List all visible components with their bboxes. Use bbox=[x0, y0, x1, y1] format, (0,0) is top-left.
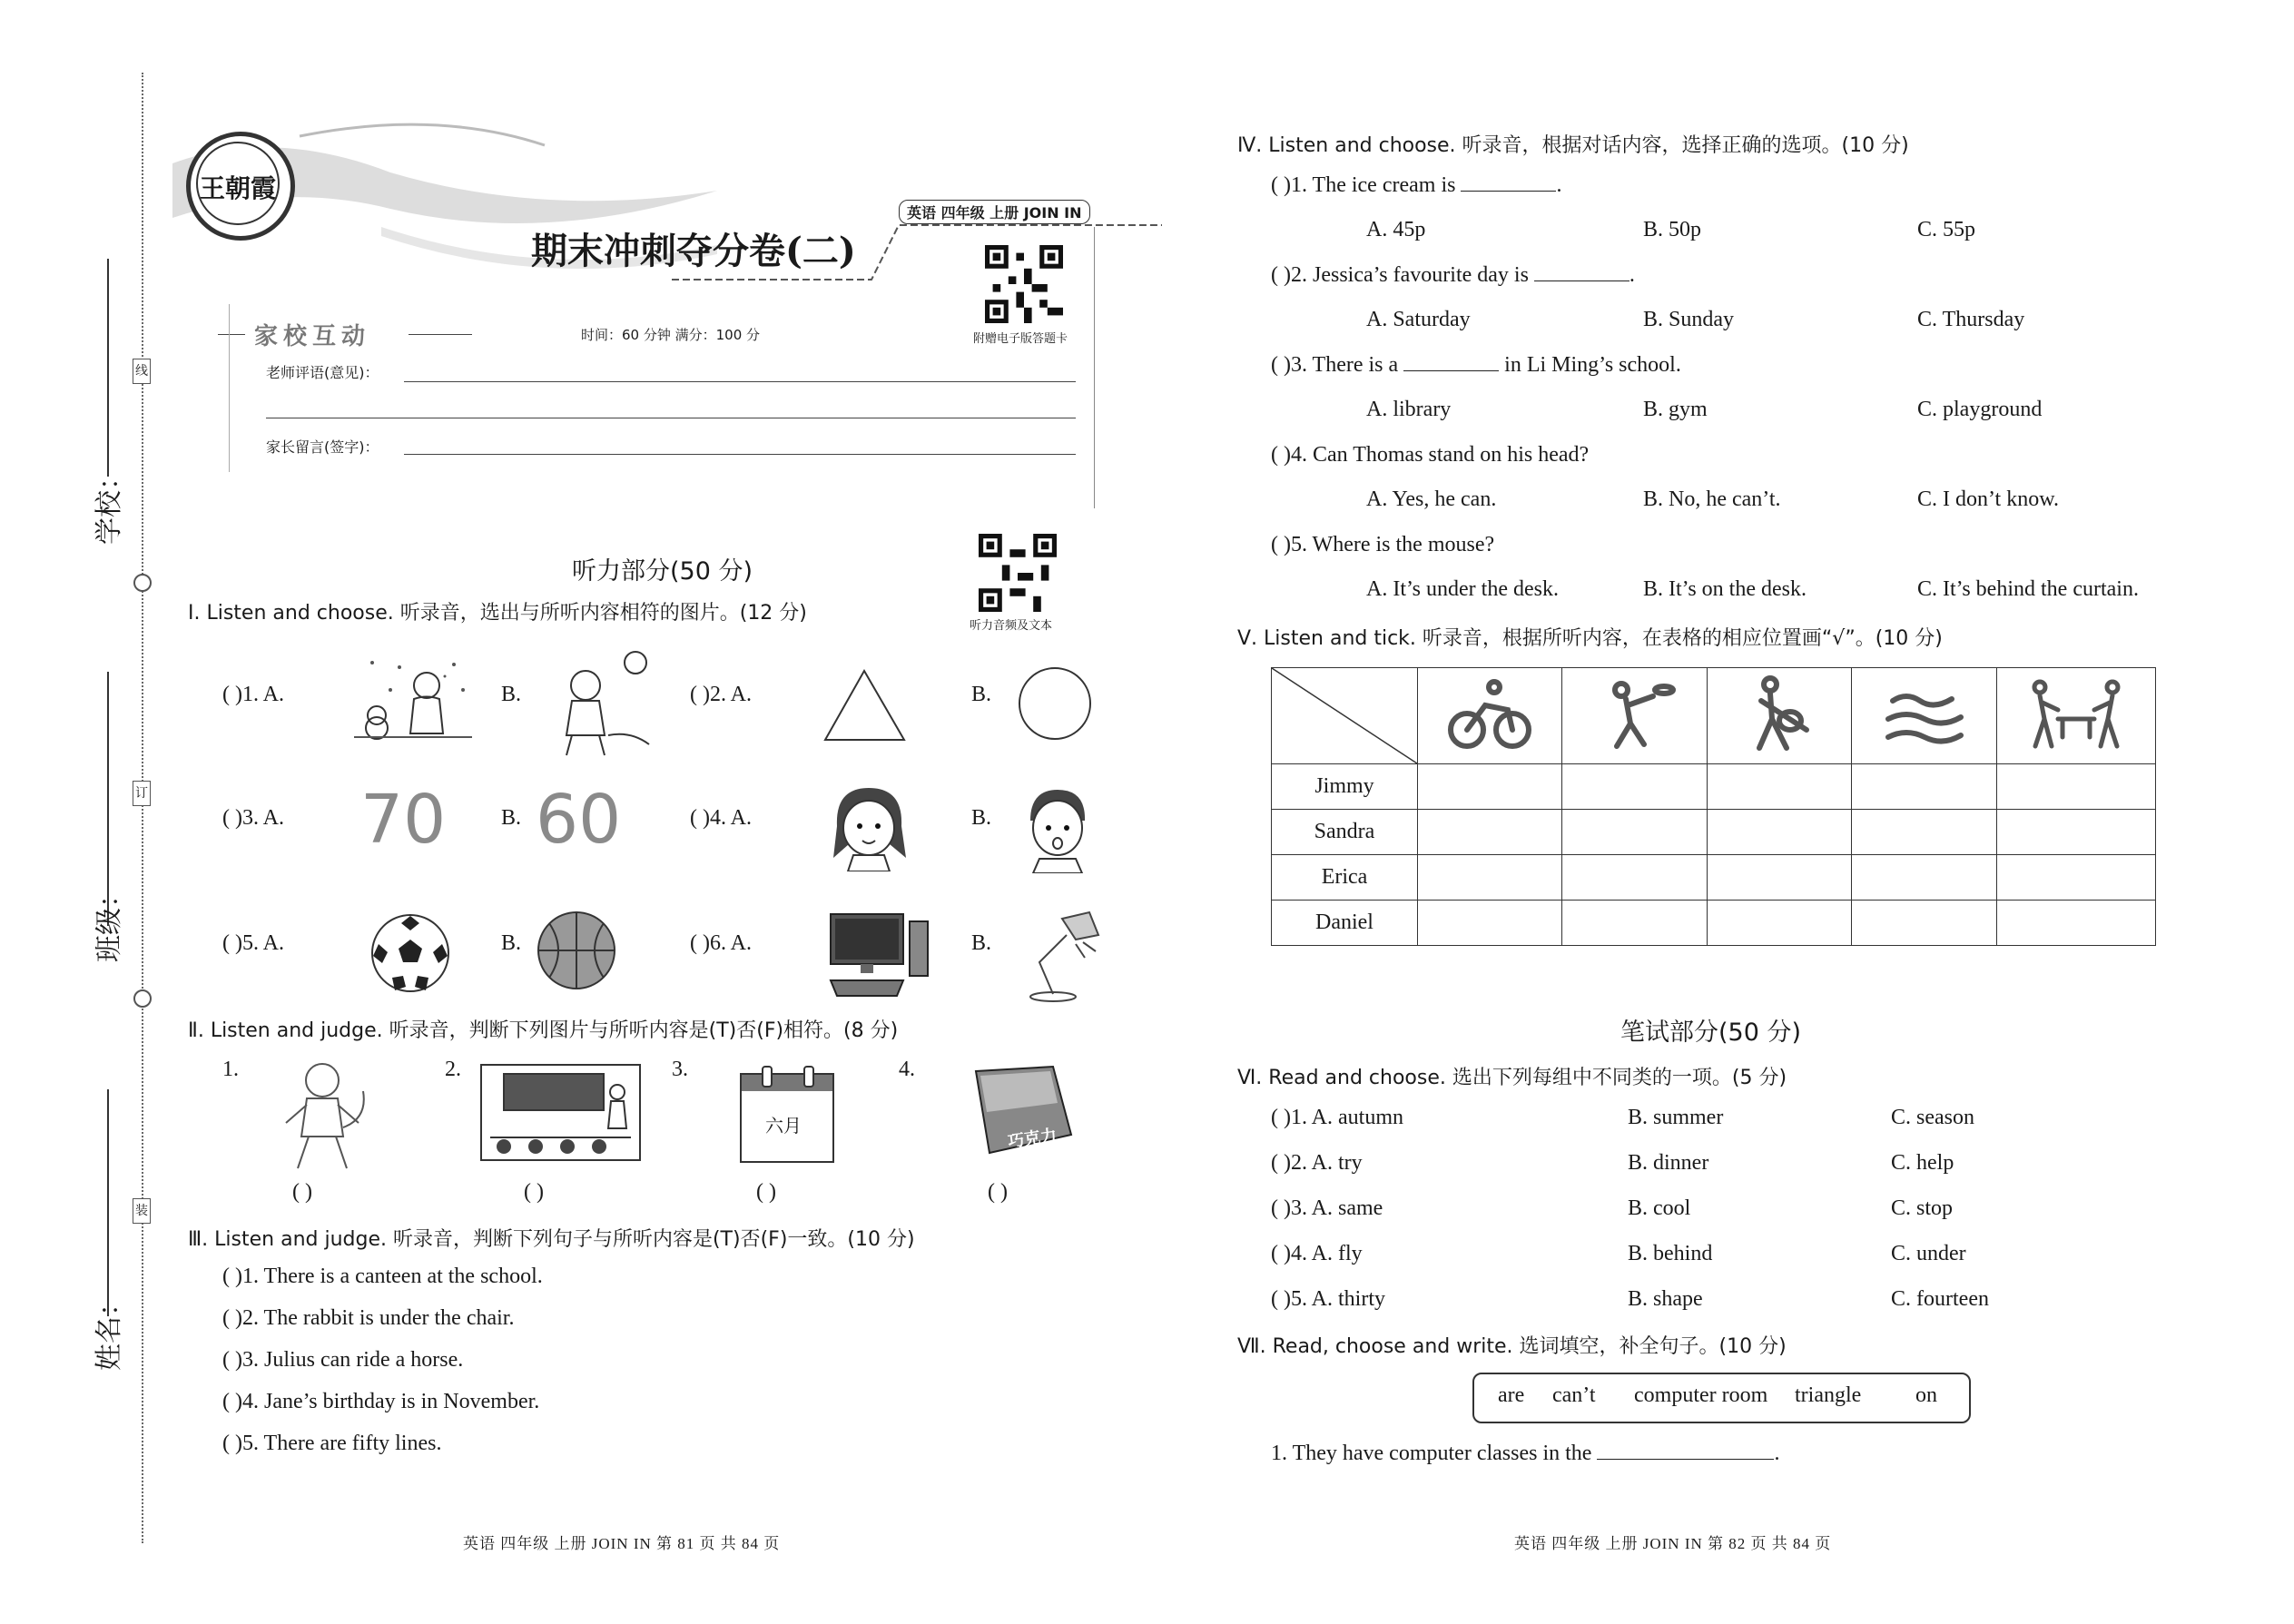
s4-q2-a[interactable]: A. Saturday bbox=[1366, 308, 1471, 331]
word-bank-cant: can’t bbox=[1552, 1383, 1596, 1407]
s6-q1-c[interactable]: C. season bbox=[1891, 1106, 1974, 1129]
s2-item-4-answer[interactable]: ( ) bbox=[988, 1180, 1008, 1204]
section-2-heading: Ⅱ. Listen and judge. 听录音，判断下列图片与所听内容是(T)否(F)相符。(8 分) bbox=[188, 1019, 899, 1042]
page-title: 期末冲刺夺分卷(二) bbox=[531, 230, 856, 272]
tick-cell[interactable] bbox=[1418, 855, 1562, 901]
chocolate-text: 巧克力 bbox=[1007, 1126, 1058, 1152]
s7-q1-stem[interactable] bbox=[1271, 1442, 1779, 1466]
seal-char-bind: 订 bbox=[133, 781, 151, 806]
home-school-frame-left bbox=[229, 304, 230, 472]
table-row bbox=[1272, 764, 2156, 810]
s4-q3-blank[interactable] bbox=[1403, 370, 1499, 371]
tick-cell[interactable] bbox=[1562, 901, 1707, 946]
tick-cell[interactable] bbox=[1852, 810, 1996, 855]
cycling-icon-cell bbox=[1418, 668, 1562, 764]
s4-q1-a[interactable]: A. 45p bbox=[1366, 218, 1426, 241]
s4-q3-b[interactable]: B. gym bbox=[1643, 398, 1708, 421]
s6-q4-c[interactable]: C. under bbox=[1891, 1242, 1966, 1265]
s6-q1-b[interactable]: B. summer bbox=[1628, 1106, 1724, 1129]
answer-card-qr-caption: 附赠电子版答题卡 bbox=[973, 332, 1068, 346]
s6-q3-b[interactable]: B. cool bbox=[1628, 1196, 1691, 1220]
seal-char-pack: 装 bbox=[133, 1198, 151, 1224]
s4-q2-stem[interactable] bbox=[1271, 263, 1635, 288]
s4-q4-b[interactable]: B. No, he can’t. bbox=[1643, 487, 1781, 511]
home-school-badge: 家校互动 bbox=[254, 323, 371, 350]
tick-cell[interactable] bbox=[1418, 901, 1562, 946]
basketball-icon bbox=[1590, 674, 1680, 755]
s6-q4-b[interactable]: B. behind bbox=[1628, 1242, 1713, 1265]
word-bank-are: are bbox=[1498, 1383, 1525, 1407]
boy-face-picture bbox=[1017, 782, 1098, 873]
s4-q5-stem[interactable]: ( )5. Where is the mouse? bbox=[1271, 533, 1495, 556]
row-name-erica: Erica bbox=[1272, 855, 1418, 901]
desk-lamp-picture bbox=[1012, 908, 1103, 1003]
s4-q3-pre: ( )3. There is a bbox=[1271, 353, 1399, 377]
s4-q1-post: . bbox=[1556, 173, 1562, 197]
basketball-icon-cell bbox=[1562, 668, 1707, 764]
cycling-icon bbox=[1444, 674, 1535, 755]
row-name-sandra: Sandra bbox=[1272, 810, 1418, 855]
row-name-jimmy: Jimmy bbox=[1272, 764, 1418, 810]
table-row bbox=[1272, 810, 2156, 855]
s1-q2-option-b[interactable]: B. bbox=[971, 683, 992, 706]
s1-q4-option-b[interactable]: B. bbox=[971, 806, 992, 830]
s2-item-2-answer[interactable]: ( ) bbox=[524, 1180, 544, 1204]
s4-q3-a[interactable]: A. library bbox=[1366, 398, 1452, 421]
word-bank-triangle: triangle bbox=[1795, 1383, 1862, 1407]
listening-section-title: 听力部分(50 分) bbox=[572, 557, 753, 586]
s4-q4-a[interactable]: A. Yes, he can. bbox=[1366, 487, 1497, 511]
s6-q3-c[interactable]: C. stop bbox=[1891, 1196, 1954, 1220]
tick-cell[interactable] bbox=[1418, 810, 1562, 855]
seal-char-line: 线 bbox=[133, 359, 151, 384]
corner-diagonal bbox=[1272, 668, 1417, 763]
binding-margin-dotted-line bbox=[142, 73, 143, 1543]
teacher-comment-label: 老师评语(意见)： bbox=[266, 364, 379, 381]
binding-hole bbox=[133, 574, 152, 592]
tick-cell[interactable] bbox=[1996, 901, 2155, 946]
s7-q1-post: . bbox=[1774, 1442, 1780, 1465]
tick-cell[interactable] bbox=[1707, 764, 1851, 810]
s6-q2-c[interactable]: C. help bbox=[1891, 1151, 1954, 1175]
s4-q5-a[interactable]: A. It’s under the desk. bbox=[1366, 577, 1559, 601]
monkey-character-picture bbox=[272, 1055, 372, 1173]
tick-cell[interactable] bbox=[1562, 810, 1707, 855]
school-field-line bbox=[107, 259, 109, 477]
girl-face-picture bbox=[826, 781, 912, 871]
s4-q1-b[interactable]: B. 50p bbox=[1643, 218, 1702, 241]
title-dashed-frame bbox=[672, 216, 1162, 289]
section-7-heading: Ⅶ. Read, choose and write. 选词填空，补全句子。(10 分) bbox=[1237, 1335, 1787, 1358]
s2-item-1-answer[interactable]: ( ) bbox=[292, 1180, 312, 1204]
parent-comment-line[interactable] bbox=[404, 454, 1076, 455]
s4-q5-b[interactable]: B. It’s on the desk. bbox=[1643, 577, 1807, 601]
answer-card-qr-code[interactable] bbox=[985, 245, 1063, 323]
tick-cell[interactable] bbox=[1707, 855, 1851, 901]
s3-item-1[interactable]: ( )1. There is a canteen at the school. bbox=[222, 1265, 543, 1288]
number-sixty-picture: 60 bbox=[536, 781, 622, 859]
school-label: 学校： bbox=[94, 463, 125, 545]
row-name-daniel: Daniel bbox=[1272, 901, 1418, 946]
tick-cell[interactable] bbox=[1996, 810, 2155, 855]
calendar-ring bbox=[762, 1066, 773, 1088]
triangle-picture bbox=[822, 667, 908, 744]
ping-pong-icon-cell bbox=[1996, 668, 2155, 764]
s4-q3-stem[interactable] bbox=[1271, 353, 1681, 378]
s6-q5-c[interactable]: C. fourteen bbox=[1891, 1287, 1989, 1311]
s6-q2-a[interactable]: ( )2. A. try bbox=[1271, 1151, 1363, 1175]
s1-q2-number[interactable]: ( )2. A. bbox=[690, 683, 752, 706]
s4-q4-stem[interactable]: ( )4. Can Thomas stand on his head? bbox=[1271, 443, 1590, 467]
s4-q5-c[interactable]: C. It’s behind the curtain. bbox=[1917, 577, 2139, 601]
s4-q2-pre: ( )2. Jessica’s favourite day is bbox=[1271, 263, 1529, 287]
publisher-logo bbox=[186, 132, 295, 241]
s4-q1-pre: ( )1. The ice cream is bbox=[1271, 173, 1456, 197]
home-school-rule bbox=[218, 334, 245, 335]
calendar-ring bbox=[803, 1066, 814, 1088]
parent-comment-label: 家长留言(签字)： bbox=[266, 438, 379, 456]
s6-q5-b[interactable]: B. shape bbox=[1628, 1287, 1703, 1311]
s1-q5-number[interactable]: ( )5. A. bbox=[222, 931, 284, 955]
s6-q5-a[interactable]: ( )5. A. thirty bbox=[1271, 1287, 1385, 1311]
swimming-icon-cell bbox=[1852, 668, 1996, 764]
guitar-icon-cell bbox=[1707, 668, 1851, 764]
s4-q2-post: . bbox=[1629, 263, 1635, 287]
tick-cell[interactable] bbox=[1418, 764, 1562, 810]
section-6-heading: Ⅵ. Read and choose. 选出下列每组中不同类的一项。(5 分) bbox=[1237, 1067, 1787, 1089]
s6-q3-a[interactable]: ( )3. A. same bbox=[1271, 1196, 1383, 1220]
tick-cell[interactable] bbox=[1996, 764, 2155, 810]
s2-item-1-number: 1. bbox=[222, 1058, 239, 1081]
table-row bbox=[1272, 855, 2156, 901]
tick-cell[interactable] bbox=[1852, 764, 1996, 810]
s1-q3-option-b[interactable]: B. bbox=[501, 806, 522, 830]
s6-q2-b[interactable]: B. dinner bbox=[1628, 1151, 1709, 1175]
sunny-day-child-picture bbox=[545, 645, 654, 763]
audio-qr-code[interactable] bbox=[979, 534, 1057, 612]
s6-q1-a[interactable]: ( )1. A. autumn bbox=[1271, 1106, 1403, 1129]
s3-item-2[interactable]: ( )2. The rabbit is under the chair. bbox=[222, 1306, 515, 1330]
s4-q3-post: in Li Ming’s school. bbox=[1499, 353, 1681, 377]
s1-q3-number[interactable]: ( )3. A. bbox=[222, 806, 284, 830]
tick-cell[interactable] bbox=[1996, 855, 2155, 901]
section-3-heading: Ⅲ. Listen and judge. 听录音，判断下列句子与所听内容是(T)否(F)一致。(10 分) bbox=[188, 1228, 915, 1251]
s4-q4-c[interactable]: C. I don’t know. bbox=[1917, 487, 2059, 511]
table-header-row bbox=[1272, 668, 2156, 764]
tick-cell[interactable] bbox=[1707, 901, 1851, 946]
football-picture bbox=[369, 912, 451, 994]
home-school-rule bbox=[409, 334, 472, 335]
s2-item-3-number: 3. bbox=[672, 1058, 688, 1081]
s1-q1-number[interactable]: ( )1. A. bbox=[222, 683, 284, 706]
time-info: 时间：60 分钟 满分：100 分 bbox=[581, 327, 761, 343]
logo-text: 王朝霞 bbox=[200, 173, 277, 203]
s3-item-3[interactable]: ( )3. Julius can ride a horse. bbox=[222, 1348, 464, 1372]
section-4-heading: Ⅳ. Listen and choose. 听录音，根据对话内容，选择正确的选项。(10 分) bbox=[1237, 134, 1909, 157]
guitar-icon bbox=[1734, 674, 1825, 755]
s4-q1-c[interactable]: C. 55p bbox=[1917, 218, 1976, 241]
classroom-picture bbox=[477, 1060, 645, 1165]
calendar-top-bar bbox=[742, 1075, 832, 1091]
s3-item-4[interactable]: ( )4. Jane’s birthday is in November. bbox=[222, 1390, 540, 1413]
s1-q4-number[interactable]: ( )4. A. bbox=[690, 806, 752, 830]
tick-cell[interactable] bbox=[1562, 764, 1707, 810]
s7-q1-pre: 1. They have computer classes in the bbox=[1271, 1442, 1592, 1465]
tick-cell[interactable] bbox=[1852, 855, 1996, 901]
snowy-day-child-picture bbox=[354, 654, 472, 744]
s2-item-2-number: 2. bbox=[445, 1058, 461, 1081]
s1-q6-number[interactable]: ( )6. A. bbox=[690, 931, 752, 955]
table-corner-cell bbox=[1272, 668, 1418, 764]
word-bank-computer-room: computer room bbox=[1634, 1383, 1768, 1407]
s4-q1-stem[interactable] bbox=[1271, 173, 1561, 198]
footer-page-82: 英语 四年级 上册 JOIN IN 第 82 页 共 84 页 bbox=[1514, 1535, 1832, 1552]
s6-q4-a[interactable]: ( )4. A. fly bbox=[1271, 1242, 1363, 1265]
home-school-frame-right bbox=[1094, 227, 1095, 508]
s2-item-3-answer[interactable]: ( ) bbox=[756, 1180, 776, 1204]
name-field-line bbox=[107, 1089, 109, 1316]
s1-q5-option-b[interactable]: B. bbox=[501, 931, 522, 955]
s2-item-4-number: 4. bbox=[899, 1058, 915, 1081]
teacher-comment-line[interactable] bbox=[404, 381, 1076, 382]
s1-q6-option-b[interactable]: B. bbox=[971, 931, 992, 955]
s3-item-5[interactable]: ( )5. There are fifty lines. bbox=[222, 1432, 442, 1455]
section-1-heading: Ⅰ. Listen and choose. 听录音，选出与所听内容相符的图片。(12 分) bbox=[188, 602, 807, 625]
computer-picture bbox=[826, 912, 930, 1003]
word-bank-on: on bbox=[1915, 1383, 1937, 1407]
s4-q1-blank[interactable] bbox=[1461, 191, 1556, 192]
june-calendar-picture bbox=[740, 1073, 834, 1163]
audio-qr-caption: 听力音频及文本 bbox=[970, 619, 1053, 633]
subject-tag: 英语 四年级 上册 JOIN IN bbox=[899, 200, 1090, 224]
circle-picture bbox=[1017, 665, 1094, 743]
basketball-picture bbox=[536, 910, 617, 991]
written-section-title: 笔试部分(50 分) bbox=[1620, 1019, 1802, 1047]
s4-q2-c[interactable]: C. Thursday bbox=[1917, 308, 2025, 331]
ping-pong-icon bbox=[2026, 674, 2126, 755]
section-5-heading: Ⅴ. Listen and tick. 听录音，根据所听内容，在表格的相应位置画“√”。(10 分) bbox=[1237, 627, 1943, 650]
tick-cell[interactable] bbox=[1852, 901, 1996, 946]
tick-cell[interactable] bbox=[1562, 855, 1707, 901]
class-label: 班级： bbox=[94, 881, 125, 962]
activity-tick-table bbox=[1271, 667, 2156, 946]
s7-q1-blank[interactable] bbox=[1597, 1459, 1774, 1460]
s1-q1-option-b[interactable]: B. bbox=[501, 683, 522, 706]
s4-q3-c[interactable]: C. playground bbox=[1917, 398, 2043, 421]
s4-q2-b[interactable]: B. Sunday bbox=[1643, 308, 1735, 331]
binding-hole bbox=[133, 989, 152, 1008]
footer-page-81: 英语 四年级 上册 JOIN IN 第 81 页 共 84 页 bbox=[463, 1535, 781, 1552]
calendar-month-text: 六月 bbox=[765, 1115, 802, 1137]
number-seventy-picture: 70 bbox=[360, 781, 447, 859]
swimming-icon bbox=[1879, 674, 1970, 755]
table-row bbox=[1272, 901, 2156, 946]
tick-cell[interactable] bbox=[1707, 810, 1851, 855]
name-label: 姓名： bbox=[94, 1289, 125, 1371]
